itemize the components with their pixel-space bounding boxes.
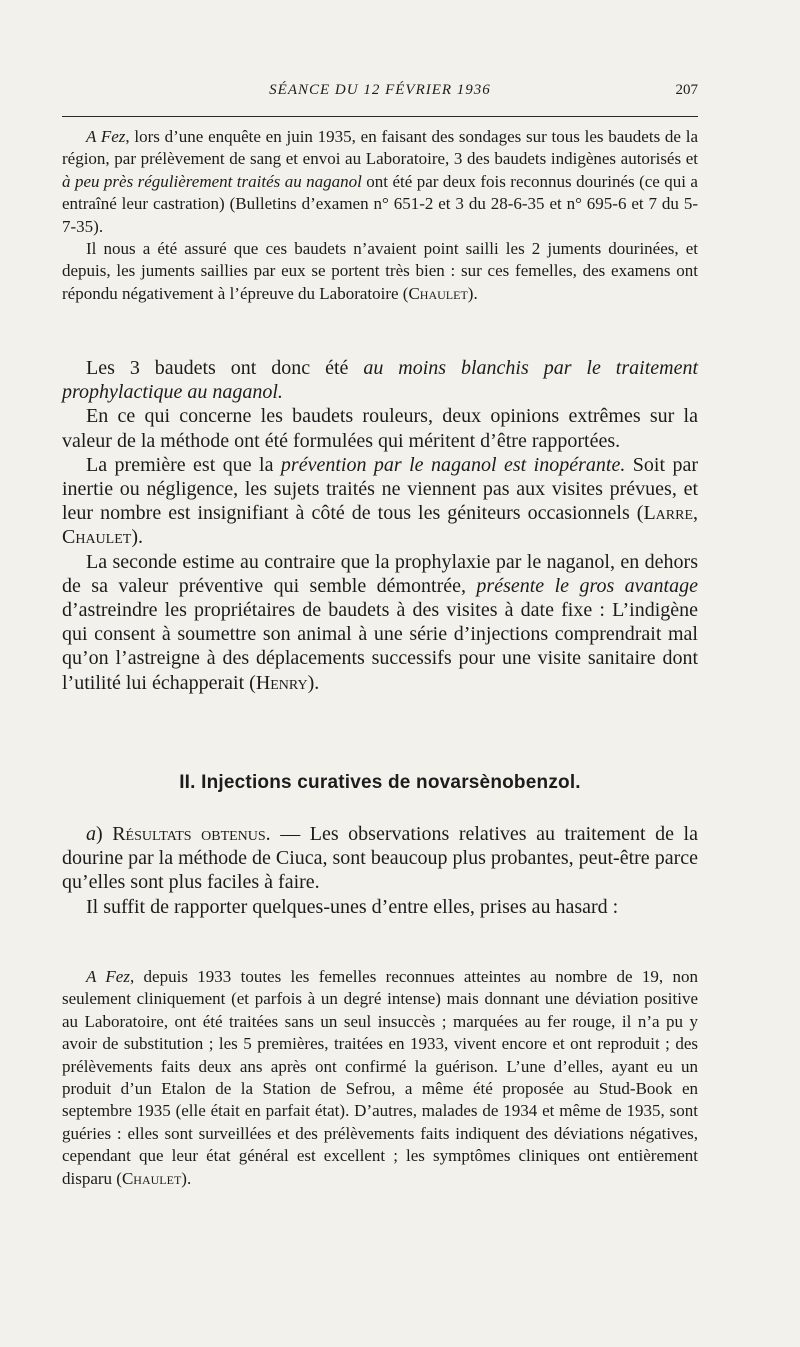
- text: ).: [307, 671, 320, 694]
- text: La seconde estime au contraire que la prophylaxie par le naganol, en dehors de sa valeur préventive qui semble démontrée,: [62, 550, 698, 597]
- author-citation: Larre: [643, 502, 693, 525]
- emphasis: au moins blanchis par le traitement prophylactique au naganol.: [62, 357, 699, 404]
- text: , depuis 1933 toutes les femelles reconnues atteintes au nombre de 19, non seulement cliniquement (et parfois à un degré intense) mais donnant une déviation positive au Laboratoire, ont été traitées sans un seul insuccès ; marquées au fer rouge, il n’a pu y avoir de substitution ; les 5 premières, traitées en 1933, vivent encore et ont reproduit ; des prélèvements faits deux ans après ont confirmé la guérison. L’une d’elles, ayant eu un produit d’un Etalon de la Station de Sefrou, a même été proposée au Stud-Book en septembre 1935 (elle était en parfait état). D’autres, malades de 1934 et même de 1935, sont guéries : elles sont surveillées et des prélèvements faits indiquent des déviations négatives, cependant que leur état général est excellent ; les symptômes cliniques ont entièrement disparu (: [62, 967, 699, 1188]
- subheading: Résultats obtenus.: [112, 823, 271, 845]
- paragraph-opinions: En ce qui concerne les baudets rouleurs, deux opinions extrêmes sur la valeur de la méthode ont été formulées qui méritent d’être rapportées.: [62, 405, 698, 452]
- section-heading: II. Injections curatives de novarsènobenzol.: [179, 772, 581, 793]
- author-citation: Henry: [255, 671, 308, 694]
- text: ).: [181, 1168, 192, 1188]
- observation-block-2: [62, 966, 698, 1190]
- list-marker: a: [86, 823, 96, 845]
- observation-block-1: [62, 126, 698, 305]
- paragraph-hasard: Il suffit de rapporter quelques-unes d’entre elles, prises au hasard :: [86, 895, 619, 918]
- place-name: A Fez: [86, 127, 126, 146]
- text: d’astreindre les propriétaires de baudets à des visites à date fixe : L’indigène qui consent à soumettre son animal à une série d’injections comprendrait mal qu’on l’astreigne à des déplacements successifs pour une visite sanitaire dont l’utilité lui échapperait (: [62, 599, 698, 694]
- text: Soit par inertie ou négligence, les sujets traités ne viennent pas aux visites prévues, et leur nombre est insignifiant à côté de tous les géniteurs occasionnels (: [62, 453, 698, 525]
- paragraph-conclusion: [62, 356, 698, 404]
- paragraph-first-opinion: [62, 453, 698, 550]
- text: ,: [693, 502, 698, 525]
- text: — Les observations relatives au traitement de la dourine par la méthode de Ciuca, sont beaucoup plus probantes, peut-être parce qu’elles sont plus faciles à faire.: [62, 823, 698, 894]
- running-title: SÉANCE DU 12 FÉVRIER 1936: [269, 82, 491, 98]
- main-text-block-1: [62, 356, 698, 695]
- text: ont été par deux fois reconnus dourinés (ce qui a entraîné leur castration) (Bulletins d’examen n° 651-2 et 3 du 28-6-35 et n° 695-6 et 7 du 5-7-35).: [62, 171, 698, 236]
- page-number: 207: [675, 82, 698, 98]
- main-text-block-2: [62, 822, 698, 919]
- running-head: [60, 82, 700, 106]
- author-citation: Chaulet: [408, 283, 468, 303]
- text: ).: [467, 283, 478, 303]
- paragraph-fez-females: [62, 966, 698, 1190]
- author-citation: Chaulet: [121, 1168, 182, 1188]
- place-name: A Fez: [86, 967, 130, 986]
- paragraph-second-opinion: [62, 550, 698, 695]
- text: La première est que la: [86, 453, 281, 476]
- header-rule: [62, 116, 698, 117]
- emphasis: à peu près régulièrement traités au naganol: [62, 171, 362, 191]
- paragraph-juments: [62, 238, 698, 305]
- paragraph-fez-survey: [62, 126, 698, 238]
- text: , lors d’une enquête en juin 1935, en faisant des sondages sur tous les baudets de la région, par prélèvement de sang et envoi au Laboratoire, 3 des baudets indigènes autorisés et: [62, 127, 698, 169]
- text: ).: [131, 526, 143, 549]
- text: ): [96, 823, 113, 845]
- author-citation: Chaulet: [62, 526, 132, 549]
- paragraph-results: [62, 822, 698, 895]
- text: Les 3 baudets ont donc été: [86, 357, 364, 379]
- emphasis: présente le gros avantage: [476, 574, 698, 597]
- text: Il nous a été assuré que ces baudets n’avaient point sailli les 2 juments dourinées, et depuis, les juments saillies par eux se portent très bien : sur ces femelles, des examens ont répondu négativement à l’épreuve du Laboratoire (: [62, 239, 698, 303]
- emphasis: prévention par le naganol est inopérante.: [280, 453, 626, 476]
